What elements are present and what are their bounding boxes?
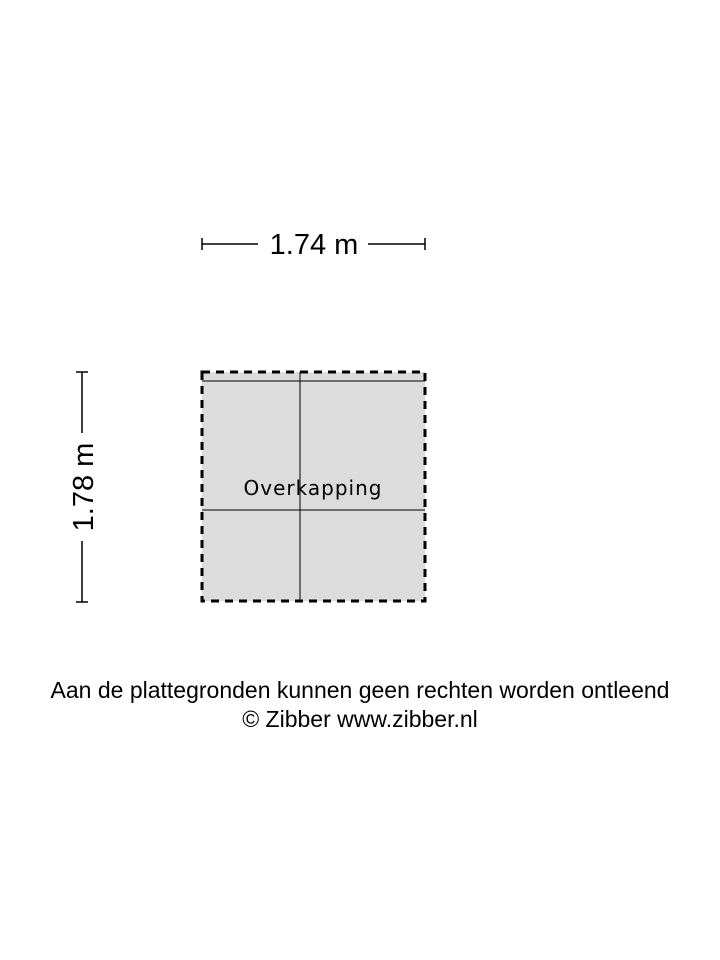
copyright-text: © Zibber www.zibber.nl	[242, 706, 478, 732]
room-overkapping	[202, 372, 425, 601]
disclaimer-text: Aan de plattegronden kunnen geen rechten worden ontleend	[50, 677, 670, 703]
width-dimension-label: 1.74 m	[269, 229, 359, 261]
room-label: Overkapping	[243, 476, 383, 500]
width-dimension	[202, 229, 425, 261]
height-dimension	[68, 372, 100, 602]
height-dimension-label: 1.78 m	[68, 442, 100, 532]
